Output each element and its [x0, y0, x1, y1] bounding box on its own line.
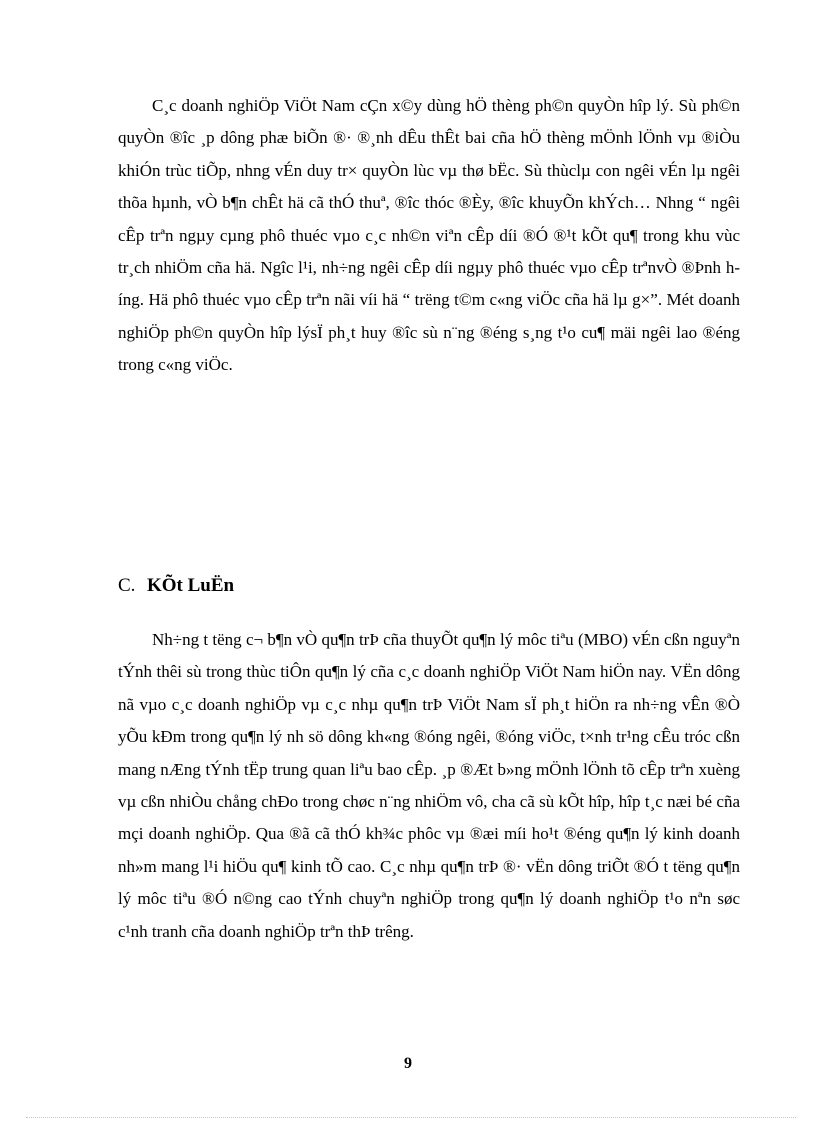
body-paragraph-1: C¸c doanh nghiÖp ViÖt Nam cÇn x©y dùng hÖ thèng ph©n quyÒn hîp lý. Sù ph©n quyÒn ®îc ¸p dông phæ biÕn ®· ®¸nh dÊu thÊt bai cña hÖ thèng mÖnh lÖnh vµ ®iÒu khiÓn trùc tiÕp, nhng vÉn duy tr× quyÒn lùc vµ thø bËc. Sù thùclµ con ngêi vÉn lµ ngêi thõa hµnh, vÒ b¶n chÊt hä cã thÓ thuª, ®îc thóc ®Èy, ®îc khuyÕn khÝch… Nhng “ ngêi cÊp trªn ngµy cµng phô thuéc vµo c¸c nh©n viªn cÊp díi ®Ó ®¹t kÕt qu¶ trong khu vùc tr¸ch nhiÖm cña hä. Ngîc l¹i, nh÷ng ngêi cÊp díi ngµy phô thuéc vµo cÊp trªnvÒ ®Þnh híng. Hä phô thuéc vµo cÊp trªn nãi víi hä “ trëng t©m c«ng viÖc cña hä lµ g×”. Mét doanh nghiÖp ph©n quyÒn hîp lýsÏ ph¸t huy ®îc sù n¨ng ®éng s¸ng t¹o cu¶ mäi ngêi lao ®éng trong c«ng viÖc. — [118, 96, 740, 375]
page-number: 9 — [404, 1055, 412, 1072]
section-heading-label: C. — [118, 575, 136, 596]
body-paragraph-2: Nh÷ng t tëng c¬ b¶n vÒ qu¶n trÞ cña thuyÕt qu¶n lý môc tiªu (MBO) vÉn cßn nguyªn tÝnh thêi sù trong thùc tiÔn qu¶n lý cña c¸c doanh nghiÖp ViÖt Nam hiÖn nay. VËn dông nã vµo c¸c doanh nghiÖp vµ c¸c nhµ qu¶n trÞ ViÖt Nam sÏ ph¸t hiÖn ra nh÷ng vÊn ®Ò yÕu kÐm trong qu¶n lý nh sö dông kh«ng ®óng ngêi, ®óng viÖc, t×nh tr¹ng cÊu tróc cßn mang nÆng tÝnh tËp trung quan liªu bao cÊp. ¸p ®Æt b»ng mÖnh lÖnh tõ cÊp trªn xuèng vµ cßn nhiÒu chång chÐo trong chøc n¨ng nhiÖm vô, cha cã sù kÕt hîp, hîp t¸c næi bé cña mçi doanh nghiÖp. Qua ®ã cã thÓ kh¾c phôc vµ ®æi míi ho¹t ®éng qu¶n lý kinh doanh nh»m mang l¹i hiÖu qu¶ kinh tÕ cao. C¸c nhµ qu¶n trÞ ®· vËn dông triÕt ®Ó t tëng qu¶n lý môc tiªu ®Ó n©ng cao tÝnh chuyªn nghiÖp trong qu¶n lý doanh nghiÖp t¹o nªn søc c¹nh tranh cña doanh nghiÖp trªn thÞ trêng. — [118, 630, 740, 941]
section-heading-title: KÕt LuËn — [147, 575, 235, 596]
section-heading — [118, 572, 234, 600]
page-bottom-divider — [26, 1117, 796, 1118]
